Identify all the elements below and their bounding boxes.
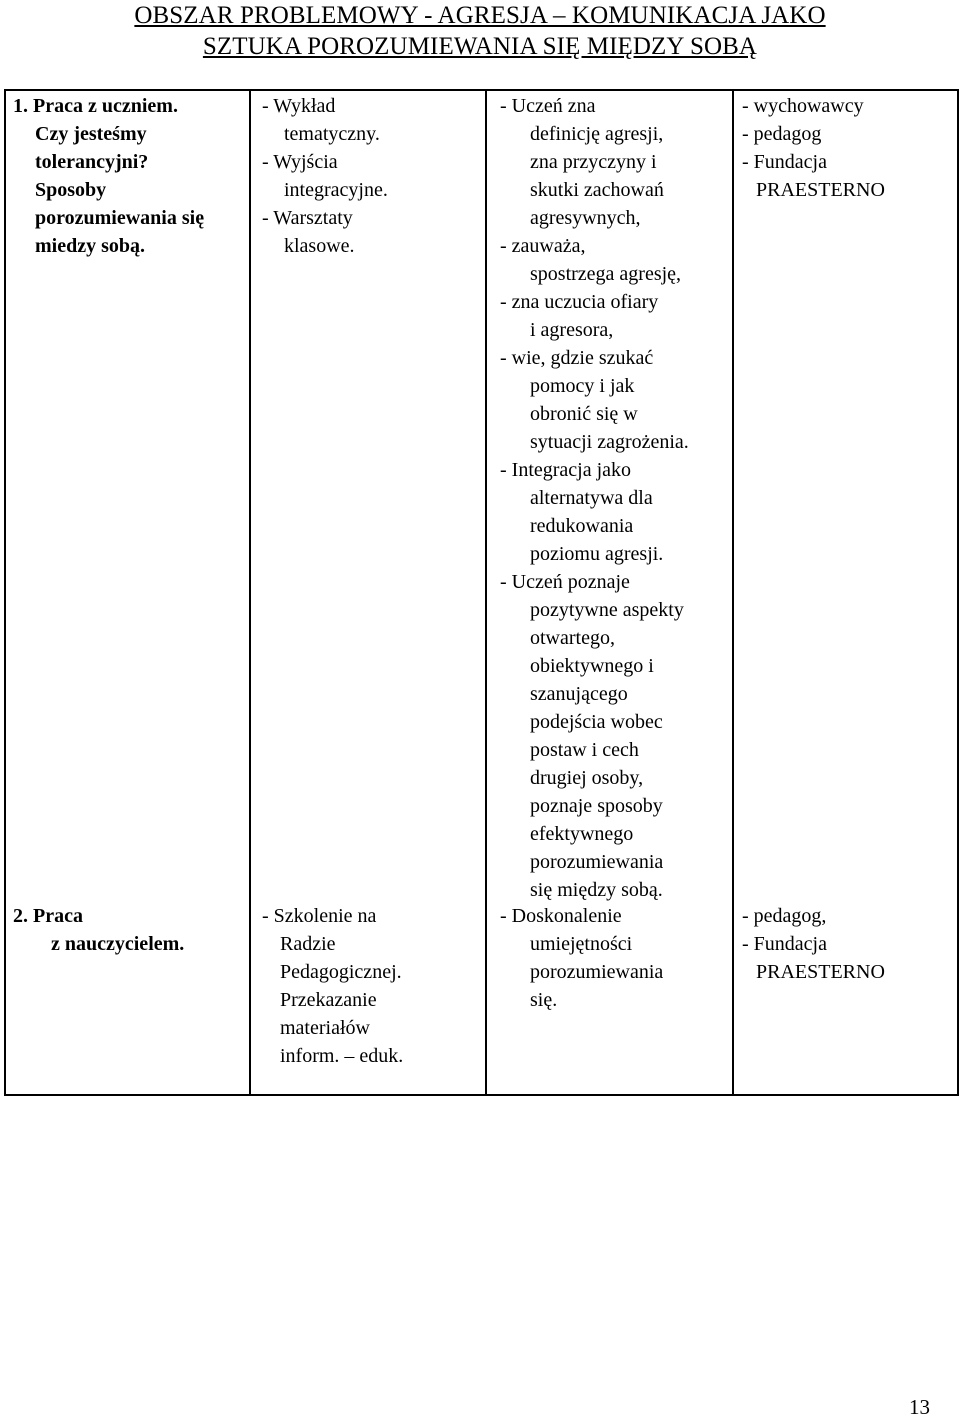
- row1-col4-cell: [742, 92, 885, 204]
- row1-col3-line: sytuacji zagrożenia.: [530, 431, 689, 453]
- row2-col2-line: Radzie: [280, 933, 336, 955]
- table-divider: [485, 89, 487, 1096]
- row1-col2-line: - Wyjścia: [262, 151, 338, 173]
- row1-col3-line: szanującego: [530, 683, 628, 705]
- title-line-1: OBSZAR PROBLEMOWY - AGRESJA – KOMUNIKACJA JAKO: [134, 2, 826, 29]
- row1-col3-line: alternatywa dla: [530, 487, 653, 509]
- row1-col1-line: 1. Praca z uczniem.: [13, 95, 178, 117]
- row2-col3-line: - Doskonalenie: [500, 905, 622, 927]
- row2-col1-line: z nauczycielem.: [51, 933, 185, 955]
- row2-col4-line: - pedagog,: [742, 905, 827, 927]
- row1-col3-line: efektywnego: [530, 823, 634, 845]
- row2-col4-cell: [742, 902, 885, 986]
- row1-col3-line: poziomu agresji.: [530, 543, 664, 565]
- row1-col3-line: spostrzega agresję,: [530, 263, 682, 285]
- row1-col3-line: skutki zachowań: [530, 179, 664, 201]
- row2-col4-line: PRAESTERNO: [756, 961, 885, 983]
- row1-col3-line: - Uczeń zna: [500, 95, 596, 117]
- row1-col4-line: - pedagog: [742, 123, 822, 145]
- row2-col1-cell: [13, 902, 184, 958]
- row1-col1-cell: [13, 92, 204, 260]
- page-title: [0, 0, 960, 62]
- row1-col3-cell: [500, 92, 689, 904]
- row1-col3-line: postaw i cech: [530, 739, 639, 761]
- row1-col1-line: Czy jesteśmy: [35, 123, 147, 145]
- row2-col2-line: inform. – eduk.: [280, 1045, 404, 1067]
- row1-col3-line: pomocy i jak: [530, 375, 635, 397]
- row1-col1-line: miedzy sobą.: [35, 235, 145, 257]
- row1-col3-line: podejścia wobec: [530, 711, 663, 733]
- row1-col2-line: tematyczny.: [284, 123, 380, 145]
- row1-col1-line: tolerancyjni?: [35, 151, 149, 173]
- row1-col2-line: - Wykład: [262, 95, 336, 117]
- row1-col3-line: obiektywnego i: [530, 655, 654, 677]
- row1-col2-line: klasowe.: [284, 235, 355, 257]
- row1-col4-line: - wychowawcy: [742, 95, 864, 117]
- row1-col3-line: drugiej osoby,: [530, 767, 644, 789]
- row1-col4-line: PRAESTERNO: [756, 179, 885, 201]
- title-line-2: SZTUKA POROZUMIEWANIA SIĘ MIĘDZY SOBĄ: [202, 33, 758, 60]
- row1-col2-line: - Warsztaty: [262, 207, 353, 229]
- row1-col3-line: - wie, gdzie szukać: [500, 347, 654, 369]
- row2-col2-cell: [262, 902, 403, 1070]
- row1-col2-line: integracyjne.: [284, 179, 388, 201]
- row1-col3-line: zna przyczyny i: [530, 151, 657, 173]
- row1-col2-cell: [262, 92, 388, 260]
- row1-col3-line: - Uczeń poznaje: [500, 571, 630, 593]
- row2-col3-cell: [500, 902, 663, 1014]
- row1-col3-line: agresywnych,: [530, 207, 641, 229]
- row1-col4-line: - Fundacja: [742, 151, 827, 173]
- row1-col3-line: poznaje sposoby: [530, 795, 663, 817]
- row1-col3-line: obronić się w: [530, 403, 638, 425]
- row2-col3-line: się.: [530, 989, 558, 1011]
- row1-col3-line: i agresora,: [530, 319, 614, 341]
- row1-col3-line: - zauważa,: [500, 235, 586, 257]
- row1-col3-line: otwartego,: [530, 627, 615, 649]
- page-number: 13: [909, 1395, 930, 1419]
- row1-col3-line: - zna uczucia ofiary: [500, 291, 659, 313]
- row1-col1-line: porozumiewania się: [35, 207, 205, 229]
- row1-col3-line: pozytywne aspekty: [530, 599, 684, 621]
- row1-col3-line: - Integracja jako: [500, 459, 632, 481]
- row2-col3-line: umiejętności: [530, 933, 633, 955]
- table-divider: [732, 89, 734, 1096]
- row1-col3-line: definicję agresji,: [530, 123, 664, 145]
- row2-col2-line: Przekazanie: [280, 989, 377, 1011]
- row1-col1-line: Sposoby: [35, 179, 107, 201]
- row2-col2-line: - Szkolenie na: [262, 905, 377, 927]
- row2-col1-line: 2. Praca: [13, 905, 83, 927]
- row1-col3-line: redukowania: [530, 515, 634, 537]
- row2-col2-line: Pedagogicznej.: [280, 961, 402, 983]
- row2-col3-line: porozumiewania: [530, 961, 664, 983]
- row1-col3-line: porozumiewania: [530, 851, 664, 873]
- row2-col4-line: - Fundacja: [742, 933, 827, 955]
- table-divider: [249, 89, 251, 1096]
- row2-col2-line: materiałów: [280, 1017, 370, 1039]
- row1-col3-line: się między sobą.: [530, 879, 663, 901]
